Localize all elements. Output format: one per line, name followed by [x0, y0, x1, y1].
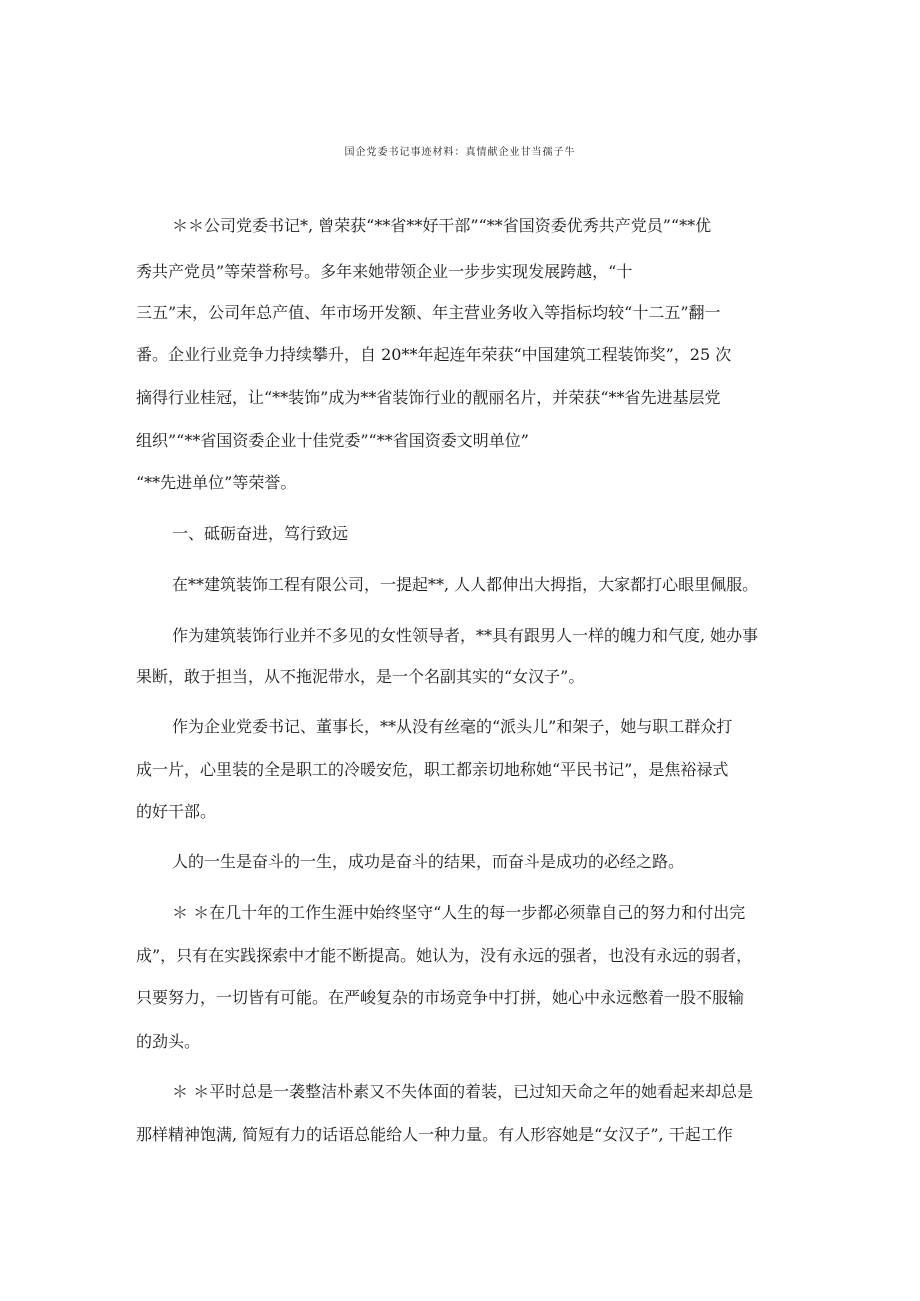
intro-line-1: ＊＊公司党委书记*, 曾荣获“**省**好干部”“**省国资委优秀共产党员”“**优	[172, 216, 712, 235]
intro-line-5: 摘得行业桂冠，让“**装饰”成为**省装饰行业的靓丽名片，并荣获“**省先进基层党	[136, 388, 721, 407]
paragraph-5-line-4: 的劲头。	[136, 1032, 201, 1051]
paragraph-2-line-2: 果断，敢于担当，从不拖泥带水，是一个名副其实的“女汉子”。	[136, 667, 585, 686]
paragraph-3-line-3: 的好干部。	[136, 802, 217, 821]
paragraph-5-line-2: 成”，只有在实践探索中才能不断提高。她认为，没有永远的强者，也没有永远的弱者，	[136, 946, 753, 965]
paragraph-5-line-3: 只要努力，一切皆有可能。在严峻复杂的市场竞争中打拼，她心中永远憋着一股不服输	[136, 988, 745, 1007]
paragraph-3-line-1: 作为企业党委书记、董事长，**从没有丝毫的“派头儿”和架子，她与职工群众打	[172, 717, 733, 736]
paragraph-5-line-1: ＊ ＊在几十年的工作生涯中始终坚守“人生的每一步都必须靠自己的努力和付出完	[172, 903, 746, 922]
paragraph-4-line-1: 人的一生是奋斗的一生，成功是奋斗的结果，而奋斗是成功的必经之路。	[172, 852, 685, 871]
paragraph-1-line-1: 在**建筑装饰工程有限公司，一提起**, 人人都伸出大拇指，大家都打心眼里佩服。	[172, 575, 759, 594]
intro-line-2: 秀共产党员”等荣誉称号。多年来她带领企业一步步实现发展跨越，“十	[136, 262, 633, 281]
intro-line-4: 番。企业行业竞争力持续攀升，自 20**年起连年荣获“中国建筑工程装饰奖”，25 次	[136, 345, 732, 364]
intro-line-3: 三五”末，公司年总产值、年市场开发额、年主营业务收入等指标均较“十二五”翻一	[136, 303, 721, 322]
paragraph-3-line-2: 成一片，心里装的全是职工的冷暖安危，职工都亲切地称她“平民书记”，是焦裕禄式	[136, 760, 729, 779]
paragraph-2-line-1: 作为建筑装饰行业并不多见的女性领导者，**具有跟男人一样的魄力和气度, 她办事	[172, 626, 759, 645]
paragraph-6-line-2: 那样精神饱满, 简短有力的话语总能给人一种力量。有人形容她是“女汉子”, 干起工作	[136, 1125, 733, 1144]
paragraph-6-line-1: ＊ ＊平时总是一袭整洁朴素又不失体面的着装，已过知天命之年的她看起来却总是	[172, 1082, 754, 1101]
intro-line-7: “**先进单位”等荣誉。	[136, 473, 297, 492]
document-title: 国企党委书记事迹材料：真情献企业甘当孺子牛	[344, 147, 576, 158]
section-heading: 一、砥砺奋进，笃行致远	[172, 524, 349, 543]
intro-line-6: 组织”“**省国资委企业十佳党委”“**省国资委文明单位”	[136, 431, 529, 450]
